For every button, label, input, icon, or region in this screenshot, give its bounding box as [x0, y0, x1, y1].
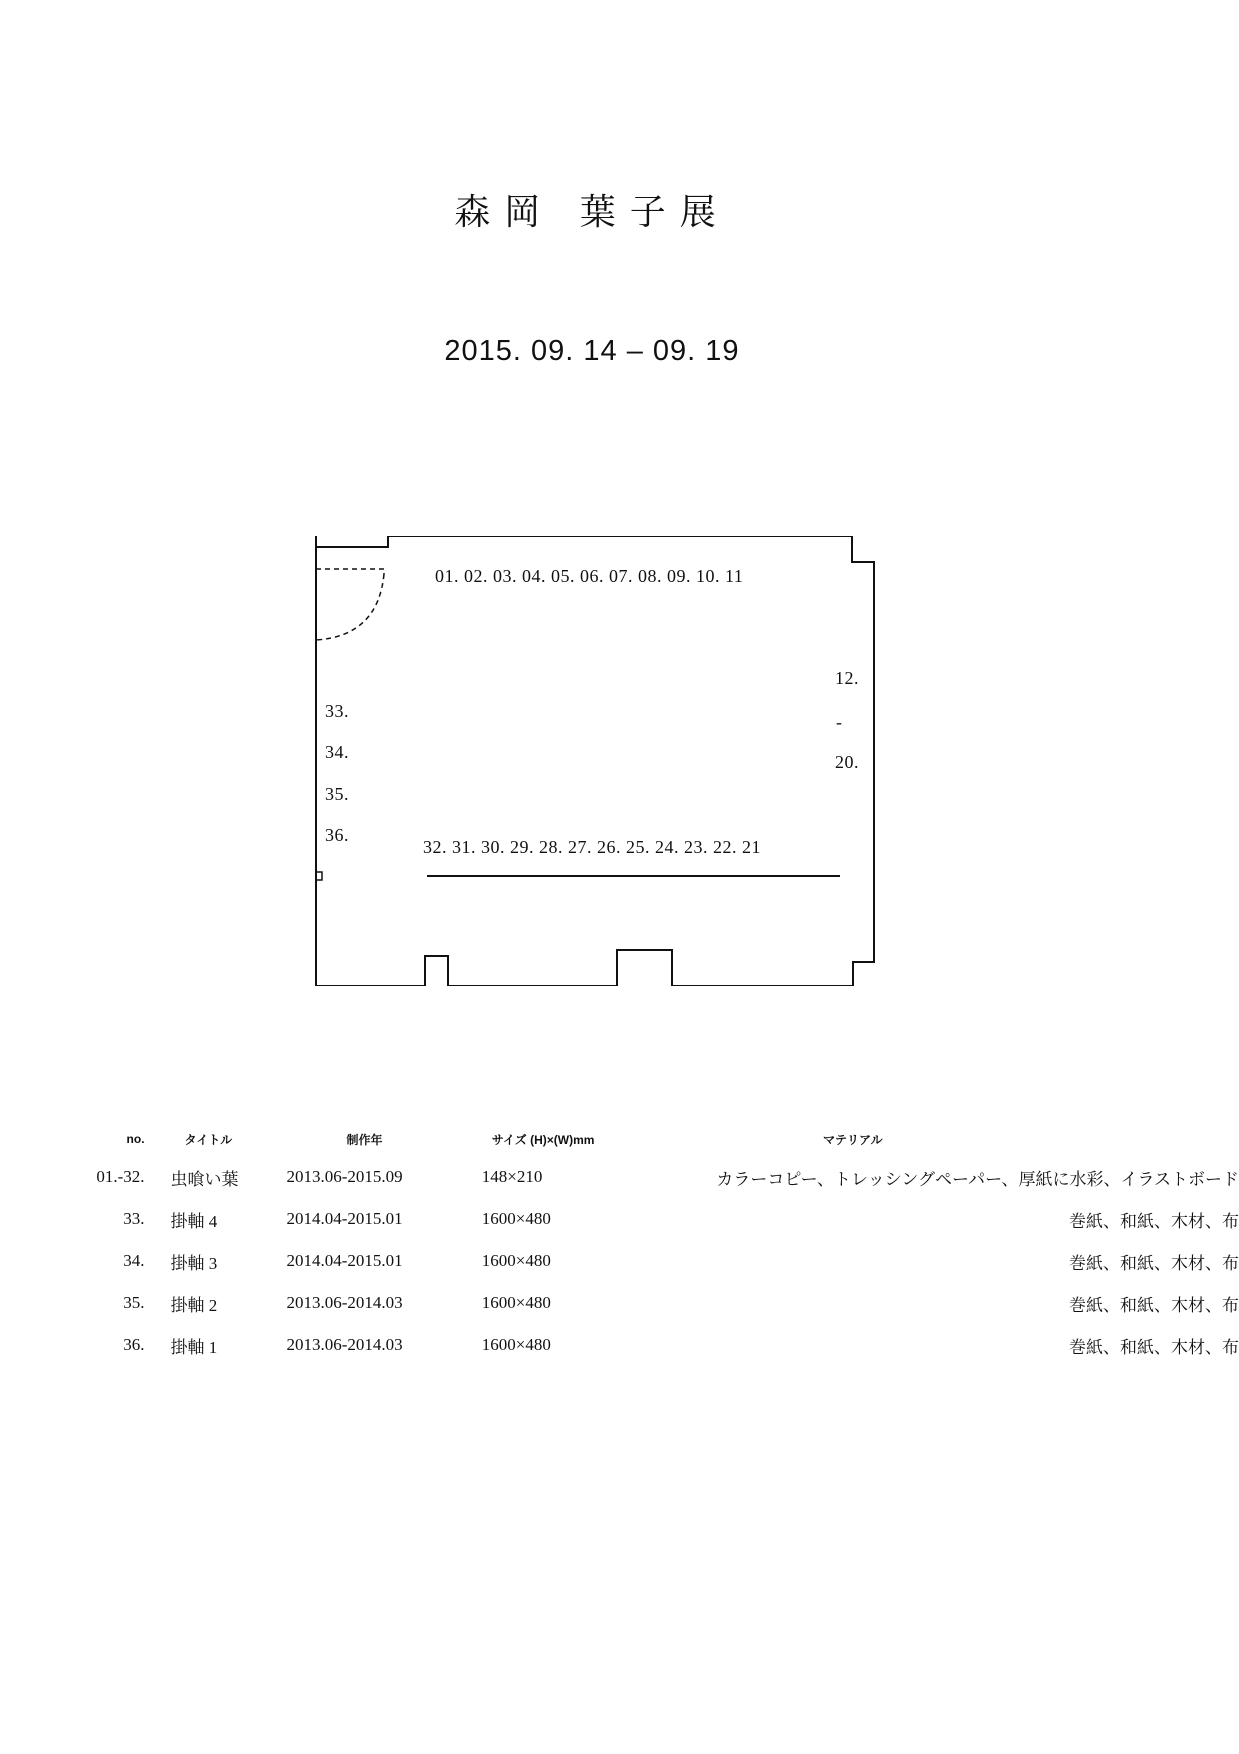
- floor-plan: [300, 536, 890, 986]
- cell-material: 巻紙、和紙、木材、布: [1069, 1337, 1239, 1357]
- cell-no: 01.-32.: [96, 1167, 145, 1186]
- right-wall-start: 12.: [835, 668, 859, 688]
- table-row: [80, 1198, 1239, 1240]
- right-wall-dash: -: [836, 712, 843, 732]
- cell-size: 1600×480: [481, 1209, 551, 1228]
- cell-no: 36.: [123, 1335, 145, 1354]
- cell-material: 巻紙、和紙、木材、布: [1069, 1211, 1239, 1231]
- header-title: タイトル: [184, 1132, 233, 1147]
- cell-year: 2013.06-2014.03: [286, 1293, 403, 1312]
- header-no: no.: [126, 1132, 145, 1146]
- cell-year: 2014.04-2015.01: [286, 1209, 403, 1228]
- header-year: 制作年: [346, 1132, 383, 1147]
- table-row: [80, 1324, 1239, 1366]
- cell-year: 2014.04-2015.01: [286, 1251, 403, 1270]
- right-wall-end: 20.: [835, 752, 859, 772]
- cell-size: 148×210: [481, 1167, 543, 1186]
- left-wall-work: 36.: [325, 825, 349, 845]
- cell-material: 巻紙、和紙、木材、布: [1069, 1253, 1239, 1273]
- works-table: [80, 1122, 1239, 1366]
- exhibition-title: 森岡 葉子展: [454, 192, 730, 233]
- bottom-wall-works: 32. 31. 30. 29. 28. 27. 26. 25. 24. 23. 22. 21: [423, 837, 761, 857]
- cell-no: 34.: [123, 1251, 145, 1270]
- header-material: マテリアル: [823, 1132, 883, 1147]
- header-size: サイズ (H)×(W)mm: [491, 1132, 595, 1147]
- cell-material: カラーコピー、トレッシングペーパー、厚紙に水彩、イラストボード: [716, 1169, 1239, 1189]
- left-wall-work: 35.: [325, 784, 349, 804]
- table-row: [80, 1282, 1239, 1324]
- left-wall-work: 33.: [325, 701, 349, 721]
- table-header-row: [80, 1122, 1239, 1156]
- floor-plan-walls: [300, 536, 890, 986]
- top-wall-works: 01. 02. 03. 04. 05. 06. 07. 08. 09. 10. 11: [435, 566, 744, 586]
- cell-size: 1600×480: [481, 1251, 551, 1270]
- cell-material: 巻紙、和紙、木材、布: [1069, 1295, 1239, 1315]
- cell-year: 2013.06-2015.09: [286, 1167, 403, 1186]
- left-wall-work: 34.: [325, 742, 349, 762]
- cell-title: 掛軸 4: [170, 1211, 218, 1231]
- exhibition-dates: 2015. 09. 14 – 09. 19: [444, 335, 740, 367]
- cell-size: 1600×480: [481, 1335, 551, 1354]
- cell-title: 虫喰い葉: [170, 1169, 239, 1189]
- cell-title: 掛軸 1: [170, 1337, 218, 1357]
- cell-title: 掛軸 2: [170, 1295, 218, 1315]
- cell-year: 2013.06-2014.03: [286, 1335, 403, 1354]
- cell-no: 35.: [123, 1293, 145, 1312]
- table-row: [80, 1156, 1239, 1198]
- cell-no: 33.: [123, 1209, 145, 1228]
- cell-size: 1600×480: [481, 1293, 551, 1312]
- table-row: [80, 1240, 1239, 1282]
- cell-title: 掛軸 3: [170, 1253, 218, 1273]
